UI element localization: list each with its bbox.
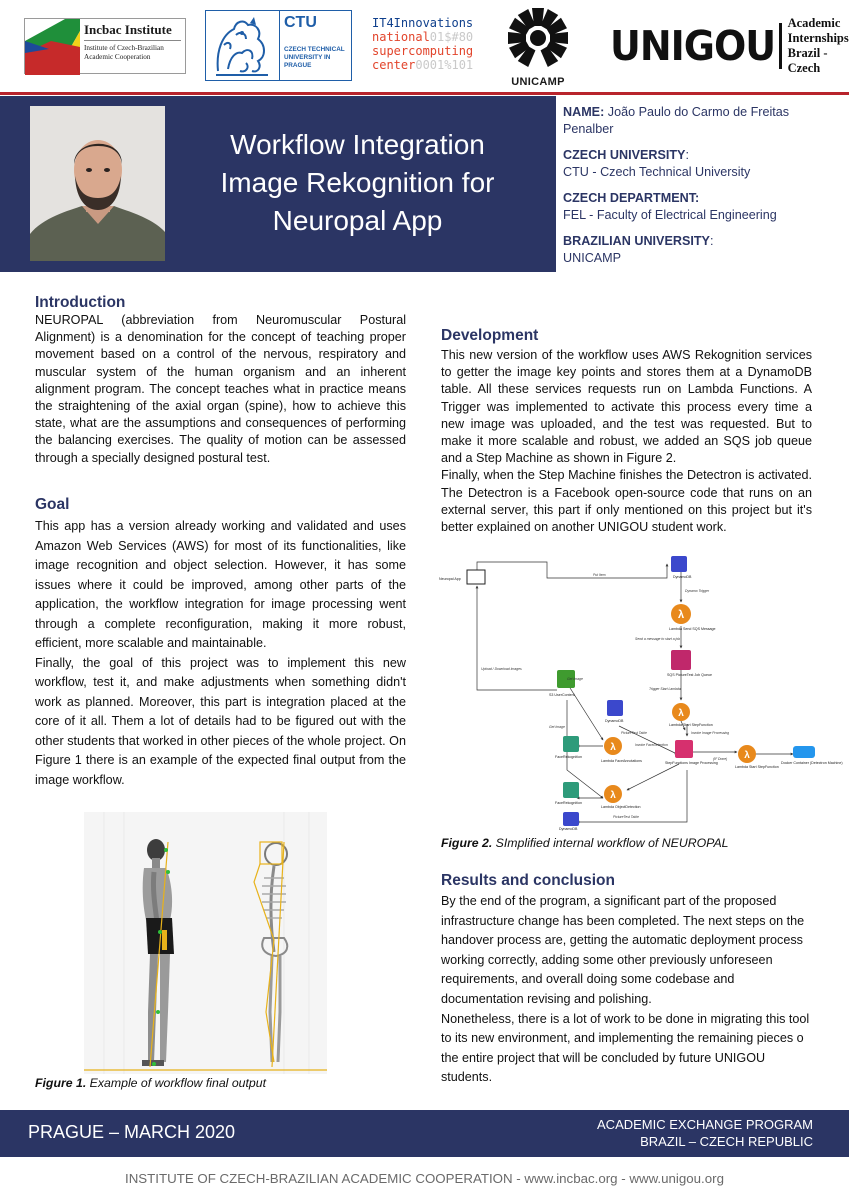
footer-location-date: PRAGUE – MARCH 2020 xyxy=(28,1122,236,1142)
fig2-edge-trigger-lambda: Trigger Start Lambda xyxy=(649,687,681,691)
svg-text:λ: λ xyxy=(744,750,750,761)
czech-dept-label: CZECH DEPARTMENT: xyxy=(563,191,700,205)
svg-text:λ: λ xyxy=(677,609,685,621)
results-heading: Results and conclusion xyxy=(441,872,615,889)
title-band xyxy=(0,96,556,272)
incbac-flag-graphic xyxy=(25,19,80,73)
incbac-subtitle: Institute of Czech-Brazilian Academic Cooperation xyxy=(84,44,164,61)
incbac-text xyxy=(80,19,185,73)
unigou-tag2: Internships xyxy=(787,31,849,45)
incbac-logo xyxy=(24,18,186,74)
figure-2-workflow-diagram xyxy=(437,550,843,831)
fig2-node-lambda-sqs: Lambda Send SQS Message xyxy=(669,627,716,631)
unigou-tagline xyxy=(788,16,849,76)
development-section xyxy=(441,327,812,536)
fig2-edge-invoke-face: Invoke FaceDetection xyxy=(635,743,668,747)
goal-text-1: This app has a version already working and validated and uses Amazon Web Services (AWS) for most of its functionalities, like image recognition and object selection. However, it has some issues where it could be improved, among other parts of the application, the workflow integration for image processing went through a complete reconfiguration, making it more robust, efficient, more scalable and maintainable. xyxy=(35,519,406,650)
figure-2-caption-text: SImplified internal workflow of NEUROPAL xyxy=(492,836,729,850)
figure-2-caption xyxy=(441,836,728,850)
results-section xyxy=(441,872,813,1088)
incbac-title: Incbac Institute xyxy=(84,22,181,41)
goal-text-2: Finally, the goal of this project was to implement this new workflow, test it, and make adjustments when something didn't work as planned. Moreover, this part is integration placed at the core of it all. Them a lot of details had to be figured out with the other students that worked in other pieces of the whole project. On Figure 1 there is an example of the expected final output from the image workflow. xyxy=(35,655,406,787)
goal-section xyxy=(35,496,406,790)
unigou-wordmark: UNIGOU xyxy=(610,22,776,70)
unicamp-label: UNICAMP xyxy=(511,76,565,88)
svg-text:λ: λ xyxy=(610,742,616,753)
unigou-tag1: Academic xyxy=(787,16,841,30)
fig2-edge-if-done: (IF Done) xyxy=(713,757,728,761)
introduction-text: NEUROPAL (abbreviation from Neuromuscular Postural Alignment) is a denomination for the concept of teaching proper movement based on a control of the nervous, respiratory and muscular system of the human organism and an inherent alignment program. The concept teaches what in practice means the straightening of the axial organ (spine), how to achieve this state, what are the assumptions and consequences of performing the balancing exercises. The quality of motion can be assessed through a specially designed postural test. xyxy=(35,313,406,465)
it4-line2-dim: 01$#80 xyxy=(429,30,474,44)
fig2-node-lambda-start: Lambda Start StepFunction xyxy=(669,723,713,727)
fig2-node-lambda-sf: Lambda Start StepFunction xyxy=(735,765,779,769)
it4-line3: supercomputing xyxy=(372,44,474,58)
author-photo xyxy=(30,106,165,261)
unigou-divider xyxy=(779,23,781,69)
footer-program-line-2: BRAZIL – CZECH REPUBLIC xyxy=(640,1134,813,1149)
fig2-edge-picture-table-2: PictureTest Table xyxy=(613,815,639,819)
fig2-node-lambda-face: Lambda FaceAnnotations xyxy=(601,759,642,763)
fig2-nodes xyxy=(467,556,815,826)
info-czech-university: CZECH UNIVERSITY: CTU - Czech Technical University xyxy=(563,147,839,181)
introduction-heading: Introduction xyxy=(35,294,126,311)
goal-heading: Goal xyxy=(35,496,70,513)
fig2-node-face-rek-2: FaceRekognition xyxy=(555,801,582,805)
footer-program xyxy=(597,1116,813,1150)
unicamp-logo xyxy=(498,6,578,88)
title-line-3: Neuropal App xyxy=(272,205,443,236)
figure-1-label: Figure 1. xyxy=(35,1076,87,1090)
info-czech-department xyxy=(563,190,839,224)
it4-line2 xyxy=(372,30,473,44)
unigou-tag3: Brazil - Czech xyxy=(787,46,828,75)
introduction-section xyxy=(35,294,406,467)
br-uni-label: BRAZILIAN UNIVERSITY xyxy=(563,234,710,248)
footer-program-line-1: ACADEMIC EXCHANGE PROGRAM xyxy=(597,1117,813,1132)
it4innovations-logo xyxy=(372,16,473,72)
info-brazilian-university: BRAZILIAN UNIVERSITY: UNICAMP xyxy=(563,233,839,267)
it4-line4-text: center xyxy=(372,58,416,72)
development-heading: Development xyxy=(441,327,539,344)
author-info xyxy=(563,104,839,276)
fig2-edge-upload: Upload / Download Images xyxy=(481,667,522,671)
name-label: NAME: xyxy=(563,105,605,119)
figure-1-image xyxy=(84,812,327,1074)
fig2-node-dynamo-bottom: DynamoDB xyxy=(559,827,578,831)
br-uni-value: UNICAMP xyxy=(563,251,622,265)
fig2-node-dynamo-mid: DynamoDB xyxy=(605,719,624,723)
results-text-1: By the end of the program, a significant part of the proposed infrastructure change has been completed. The next steps on the handover process are, getting the automatic deployment process working correctly, adding some other previously unforeseen requirements, and overall doing some codebase and documentation revising and polishing. xyxy=(441,894,805,1006)
logo-row xyxy=(0,0,849,90)
unigou-logo xyxy=(610,16,849,75)
fig2-node-sqs: SQS PictureTest Job Queue xyxy=(667,673,712,677)
development-text-2: Finally, when the Step Machine finishes the Detectron is activated. The Detectron is a Facebook open-source code that runs on an external server, this part if only mentioned on this project but it's better explained on another UNIGOU student work. xyxy=(441,468,812,535)
fig2-edge-dynamo-trigger: Dynamo Trigger xyxy=(685,589,710,593)
results-text-2: Nonetheless, there is a lot of work to be done in migrating this tool to its new environment, and implementing the remaining pieces o the entire project that will be concluded by future UNIGOU students. xyxy=(441,1011,810,1085)
ctu-lion-emblem xyxy=(206,11,279,80)
it4-line2-text: national xyxy=(372,30,430,44)
czech-dept-value: FEL - Faculty of Electrical Engineering xyxy=(563,208,777,222)
czech-uni-value: CTU - Czech Technical University xyxy=(563,165,751,179)
svg-text:λ: λ xyxy=(610,790,616,801)
name-value: João Paulo do Carmo de Freitas Penalber xyxy=(563,105,790,136)
info-name xyxy=(563,104,839,138)
footer-band xyxy=(0,1110,849,1157)
ctu-text-box xyxy=(279,11,351,80)
development-text-1: This new version of the workflow uses AWS Rekognition services to getter the image key points and stores them at a DynamoDB table. All these services requests run on Lambda Functions. A Trigger was implemented to activate this process every time a new image was uploaded, and the test was requested. But to make it more scalable and robust, we added an SQS job queue and a Step Machine as shown in Figure 2. xyxy=(441,348,812,466)
fig2-edge-get-image-1: Get Image xyxy=(567,677,583,681)
ctu-logo xyxy=(205,10,352,81)
fig2-edge-picture-table-1: PictureTest Table xyxy=(621,731,647,735)
poster-title xyxy=(190,126,525,240)
fig2-edge-put-item: Put Item xyxy=(593,573,606,577)
it4-line4-dim: 0001%101 xyxy=(415,58,474,72)
fig2-node-lambda-obj: Lambda ObjectDetection xyxy=(601,805,641,809)
header-red-rule xyxy=(0,92,849,95)
fig2-node-step: StepFunctions Image Processing xyxy=(665,761,718,765)
title-line-2: Image Rekognition for xyxy=(220,167,495,198)
fig2-node-s3: S3 UserContent xyxy=(549,693,575,697)
fig2-edge-send-message: Send a message to start a job xyxy=(635,637,681,641)
it4-line1: IT4Innovations xyxy=(372,16,474,30)
czech-uni-label: CZECH UNIVERSITY xyxy=(563,148,686,162)
ctu-abbr: CTU xyxy=(284,14,317,31)
footer-institute-line: INSTITUTE OF CZECH-BRAZILIAN ACADEMIC COOPERATION - www.incbac.org - www.unigou.org xyxy=(125,1171,724,1186)
svg-text:λ: λ xyxy=(678,708,684,719)
fig2-edge-get-image-2: Get Image xyxy=(549,725,565,729)
ctu-full-name: CZECH TECHNICAL UNIVERSITY IN PRAGUE xyxy=(284,46,345,69)
fig2-node-face-rek-1: FaceRekognition xyxy=(555,755,582,759)
title-line-1: Workflow Integration xyxy=(230,129,485,160)
fig2-edge-invoke-image: Invoke Image Processing xyxy=(691,731,730,735)
it4-line4 xyxy=(372,58,473,72)
fig2-node-dynamo-top: DynamoDB xyxy=(673,575,692,579)
unicamp-emblem xyxy=(498,6,578,74)
figure-1-caption xyxy=(35,1076,266,1090)
figure-2-label: Figure 2. xyxy=(441,836,493,850)
fig2-node-docker: Docker Container (Detectron Machine) xyxy=(781,761,843,765)
fig2-node-neuropal: Neuropal App xyxy=(439,577,461,581)
figure-1-caption-text: Example of workflow final output xyxy=(86,1076,267,1090)
